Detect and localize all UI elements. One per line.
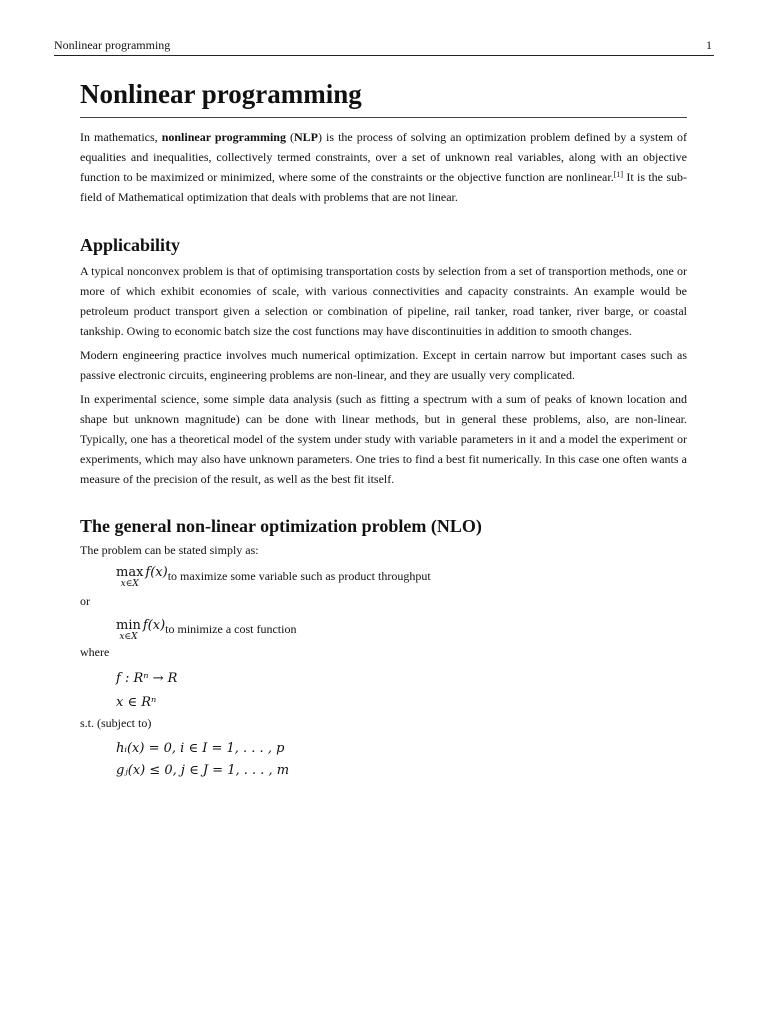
domain-x-line: x ∈ Rⁿ: [116, 695, 157, 710]
intro-text-3: ) is the process of solving an optimization problem defined by a system of equalities and inequalities, collectively termed constraints, over a set of unknown real variables, along with an objective function to be maximized or minimized, where some of the constraints or the objective function are nonlinear.: [80, 130, 687, 184]
intro-paragraph: [80, 127, 687, 207]
max-description: to maximize some variable such as product throughput: [167, 569, 431, 583]
nlo-lead: The problem can be stated simply as:: [80, 543, 259, 557]
where-label: where: [80, 645, 110, 659]
max-expression: f(x): [145, 565, 168, 580]
page-number: 1: [706, 38, 712, 52]
equality-constraint: hᵢ(x) = 0, i ∈ I = 1, . . . , p: [116, 741, 285, 756]
min-expression: f(x): [142, 618, 166, 633]
min-operator: [116, 619, 141, 642]
applicability-paragraph-1: A typical nonconvex problem is that of optimising transportation costs by selection from a set of transportion methods, one or more of which exhibit economies of scale, with various connectivities and capacity constraints. An example would be petroleum product transport given a selection or combination of pipeline, rail tanker, road tanker, river barge, or coastal tankship. Owing to economic batch size the cost functions may have discontinuities in addition to smooth changes.: [80, 264, 687, 338]
applicability-paragraph-2: Modern engineering practice involves much numerical optimization. Except in certain narrow but important cases such as passive electronic circuits, engineering problems are non-linear, and they are usually very complicated.: [80, 348, 687, 382]
max-formula: [116, 566, 687, 589]
citation-link[interactable]: [1]: [613, 170, 624, 179]
intro-bold-abbr: NLP: [294, 130, 318, 144]
intro-text-2: (: [285, 130, 294, 144]
nlo-heading: The general non-linear optimization problem (NLO): [80, 516, 482, 536]
min-operator-name: min: [116, 618, 141, 633]
running-title: Nonlinear programming: [54, 38, 171, 52]
applicability-heading: Applicability: [80, 235, 181, 255]
applicability-paragraph-3: In experimental science, some simple data analysis (such as fitting a spectrum with a sum of peaks of known location and shape but unknown magnitude) can be done with linear methods, but in general these problems, also, are non-linear. Typically, one has a theoretical model of the system under study with variable parameters in it and a model the experiment or experiments, which may also have unknown parameters. One tries to find a best fit numerically. In this case one often wants a measure of the precision of the result, as well as the best fit itself.: [80, 392, 687, 486]
or-label: or: [80, 594, 90, 608]
subject-to-label: s.t. (subject to): [80, 716, 152, 730]
min-operator-subscript: x∈X: [119, 632, 138, 642]
max-operator: [116, 566, 143, 589]
intro-text-1: In mathematics,: [80, 130, 162, 144]
running-header: [54, 38, 714, 56]
article-body: [80, 76, 687, 779]
min-description: to minimize a cost function: [165, 622, 297, 636]
domain-f-line: f : Rⁿ → R: [116, 671, 178, 686]
intro-text-4: It is the sub-field of Mathematical optimization that deals with problems that are not linear.: [80, 170, 687, 204]
inequality-constraint: gⱼ(x) ≤ 0, j ∈ J = 1, . . . , m: [116, 763, 290, 778]
intro-bold-term: nonlinear programming: [161, 130, 286, 144]
max-operator-subscript: x∈X: [120, 579, 139, 589]
min-formula: [116, 619, 687, 642]
max-operator-name: max: [116, 565, 144, 580]
article-title: Nonlinear programming: [80, 76, 687, 118]
